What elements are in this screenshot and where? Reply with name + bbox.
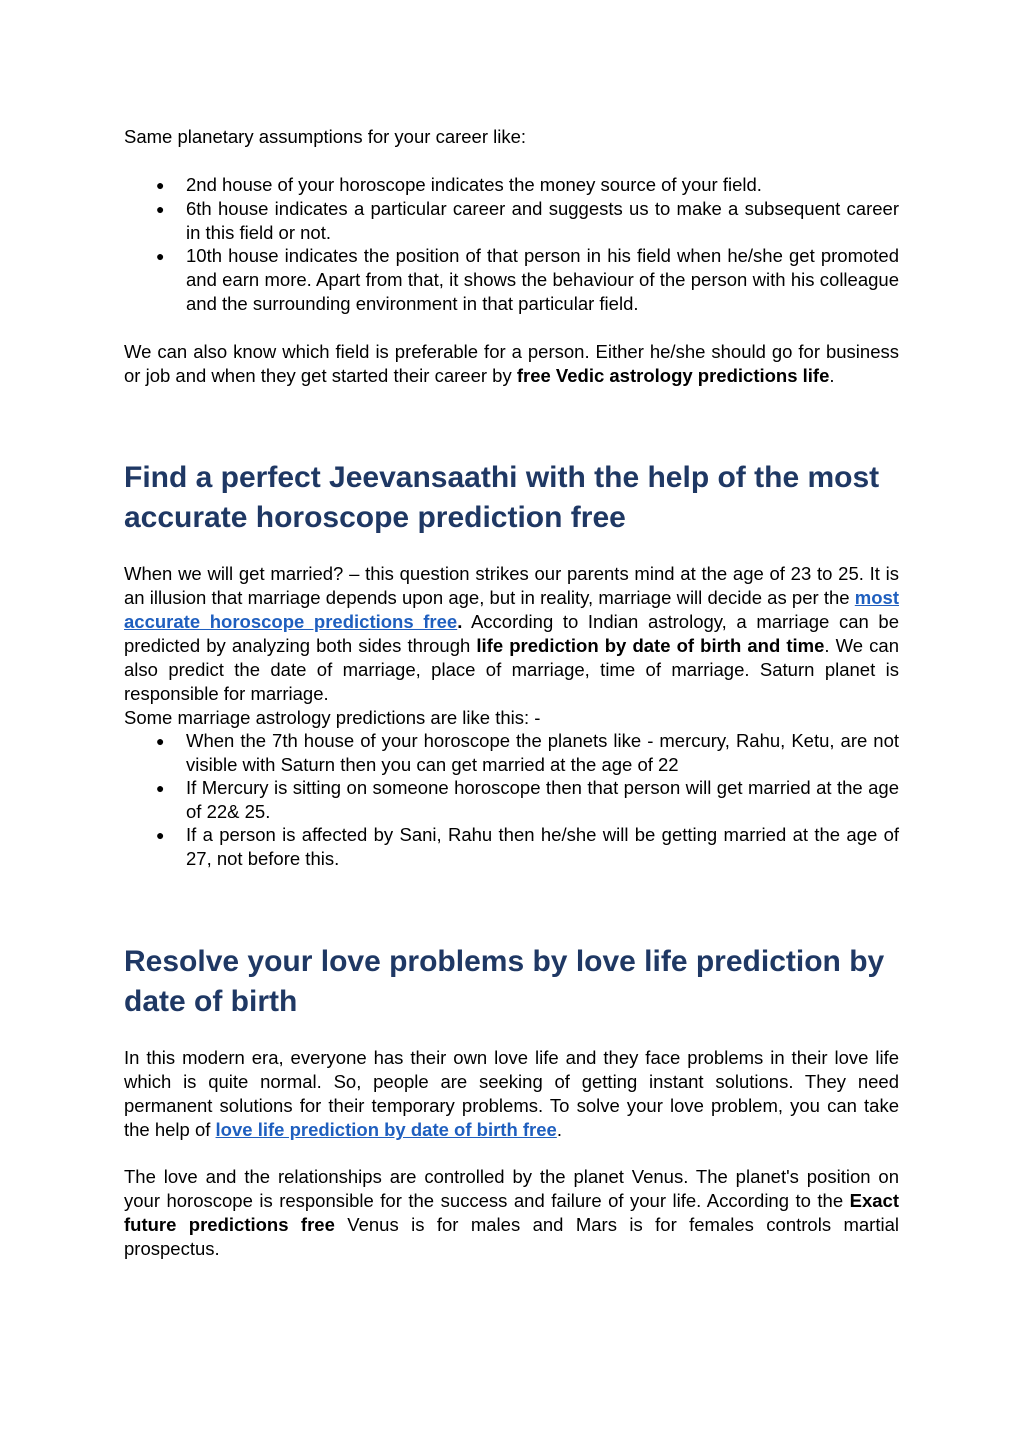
bullet-icon: ●	[156, 177, 165, 193]
list-item: ● 2nd house of your horoscope indicates the money source of your field.	[156, 174, 762, 195]
list-item: ● 10th house indicates the position of that person in his field when he/she get promoted and earn more. Apart from that, it shows the behaviour of the person with his colleague and the surrounding environment in that particular field.	[156, 245, 899, 314]
bullet-icon: ●	[156, 201, 165, 217]
marriage-predictions-intro: Some marriage astrology predictions are like this: -	[124, 707, 541, 728]
career-intro: Same planetary assumptions for your career like:	[124, 126, 527, 147]
bold-phrase: free Vedic astrology predictions life	[516, 365, 830, 386]
venus-paragraph: The love and the relationships are controlled by the planet Venus. The planet's position on your horoscope is responsible for the success and failure of your life. According to the Exact future predictions free Venus is for males and Mars is for females controls martial prospectus.	[124, 1166, 899, 1259]
list-item: ● If a person is affected by Sani, Rahu then he/she will be getting married at the age of 27, not before this.	[156, 824, 899, 869]
bold-phrase: Exact future predictions free	[124, 1190, 899, 1235]
list-item: ● 6th house indicates a particular career and suggests us to make a subsequent career in this field or not.	[156, 198, 899, 243]
bullet-icon: ●	[156, 780, 165, 796]
bullet-icon: ●	[156, 248, 165, 264]
link-love-life-prediction[interactable]: love life prediction by date of birth free	[215, 1119, 557, 1140]
marriage-paragraph: When we will get married? – this question strikes our parents mind at the age of 23 to 25. It is an illusion that marriage depends upon age, but in reality, marriage will decide as per the most accurate horoscope predictions free. According to Indian astrology, a marriage can be predicted by analyzing both sides through life prediction by date of birth and time. We can also predict the date of marriage, place of marriage, time of marriage. Saturn planet is responsible for marriage.	[124, 563, 900, 704]
list-item: ● If Mercury is sitting on someone horoscope then that person will get married at the age of 22& 25.	[156, 777, 899, 822]
bullet-icon: ●	[156, 827, 165, 843]
section-heading-love: Resolve your love problems by love life prediction by date of birth	[124, 945, 885, 1018]
bullet-icon: ●	[156, 733, 165, 749]
section-heading-marriage: Find a perfect Jeevansaathi with the help of the most accurate horoscope prediction free	[124, 461, 880, 534]
list-item: ● When the 7th house of your horoscope the planets like - mercury, Rahu, Ketu, are not visible with Saturn then you can get married at the age of 22	[156, 730, 899, 775]
career-paragraph: We can also know which field is preferable for a person. Either he/she should go for business or job and when they get started their career by free Vedic astrology predictions life.	[124, 341, 899, 386]
love-paragraph: In this modern era, everyone has their own love life and they face problems in their love life which is quite normal. So, people are seeking of getting instant solutions. They need permanent solutions for their temporary problems. To solve your love problem, you can take the help of love life prediction by date of birth free.	[124, 1047, 899, 1140]
bold-phrase: life prediction by date of birth and time	[476, 635, 825, 656]
link-horoscope-predictions[interactable]: most accurate horoscope predictions free	[124, 587, 899, 632]
